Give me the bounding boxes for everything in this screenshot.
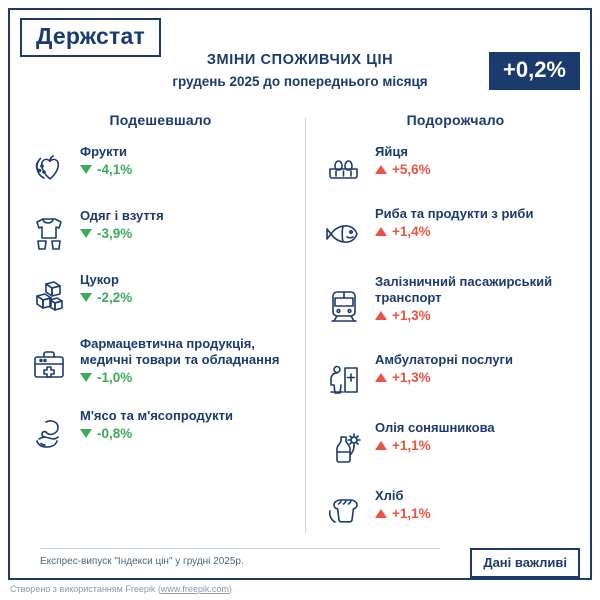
list-item-text — [375, 486, 431, 520]
increased-item-list — [313, 142, 598, 534]
value-row — [80, 371, 303, 385]
footer-note: Експрес-випуск "Індекси цін" у грудні 2025р. — [40, 556, 244, 567]
arrow-up-icon — [375, 311, 387, 320]
list-item-text — [375, 272, 598, 322]
header-title-block — [150, 52, 450, 89]
list-item — [313, 142, 598, 194]
sugar-icon — [18, 270, 80, 324]
arrow-up-icon — [375, 441, 387, 450]
value-row — [80, 163, 132, 177]
train-icon — [313, 272, 375, 340]
item-value: -3,9% — [97, 225, 133, 241]
item-label: Амбулаторні послуги — [375, 352, 513, 367]
item-value: +1,3% — [392, 307, 431, 323]
list-item — [313, 486, 598, 534]
list-item-text — [375, 142, 431, 176]
decreased-item-list — [18, 142, 303, 460]
column-increased-title: Подорожчало — [406, 112, 505, 128]
clinic-icon — [313, 350, 375, 408]
list-item — [313, 272, 598, 340]
list-item-text — [80, 406, 233, 440]
bread-icon — [313, 486, 375, 534]
item-value: -1,0% — [97, 369, 133, 385]
item-label: Яйця — [375, 144, 408, 159]
arrow-down-icon — [80, 373, 92, 382]
arrow-up-icon — [375, 509, 387, 518]
value-row — [375, 371, 513, 385]
data-matters-badge: Дані важливі — [470, 548, 580, 578]
list-item — [18, 334, 303, 396]
item-value: -0,8% — [97, 425, 133, 441]
pharmacy-icon — [18, 334, 80, 396]
credit-line — [10, 584, 232, 594]
list-item-text — [375, 350, 513, 384]
footer-divider — [40, 548, 440, 549]
list-item — [18, 142, 303, 196]
value-row — [80, 291, 132, 305]
list-item-text — [80, 142, 132, 176]
arrow-down-icon — [80, 229, 92, 238]
arrow-up-icon — [375, 227, 387, 236]
page-title: ЗМІНИ СПОЖИВЧИХ ЦІН — [206, 52, 394, 68]
arrow-up-icon — [375, 373, 387, 382]
item-label: Фрукти — [80, 144, 127, 159]
list-item-text — [375, 418, 495, 452]
fish-icon — [313, 204, 375, 262]
list-item — [18, 206, 303, 260]
list-item — [313, 350, 598, 408]
item-value: +5,6% — [392, 161, 431, 177]
column-decreased-title: Подешевшало — [109, 112, 212, 128]
arrow-up-icon — [375, 165, 387, 174]
item-label: Одяг і взуття — [80, 208, 164, 223]
item-value: +1,3% — [392, 369, 431, 385]
page-subtitle: грудень 2025 до попереднього місяця — [172, 74, 428, 89]
value-row — [375, 309, 598, 323]
clothing-icon — [18, 206, 80, 260]
list-item — [313, 418, 598, 476]
item-value: -4,1% — [97, 161, 133, 177]
value-row — [80, 427, 233, 441]
value-row — [375, 507, 431, 521]
value-row — [375, 439, 495, 453]
item-value: +1,1% — [392, 437, 431, 453]
sunflower-oil-icon — [313, 418, 375, 476]
value-row — [375, 163, 431, 177]
arrow-down-icon — [80, 429, 92, 438]
list-item — [313, 204, 598, 262]
item-value: +1,4% — [392, 223, 431, 239]
meat-icon — [18, 406, 80, 460]
derzhstat-logo — [20, 18, 161, 57]
value-row — [375, 225, 533, 239]
arrow-down-icon — [80, 165, 92, 174]
column-divider — [305, 118, 306, 533]
credit-suffix: ) — [228, 584, 232, 594]
list-item — [18, 270, 303, 324]
item-value: -2,2% — [97, 289, 133, 305]
list-item-text — [80, 334, 303, 384]
item-value: +1,1% — [392, 505, 431, 521]
item-label: Хліб — [375, 488, 404, 503]
item-label: Цукор — [80, 272, 119, 287]
list-item-text — [375, 204, 533, 238]
column-increased — [313, 112, 598, 544]
item-label: М'ясо та м'ясопродукти — [80, 408, 234, 423]
eggs-icon — [313, 142, 375, 194]
columns-container — [10, 112, 590, 542]
column-decreased — [18, 112, 303, 470]
logo-text: Держстат — [36, 23, 145, 49]
headline-value-badge: +0,2% — [489, 52, 580, 90]
list-item-text — [80, 270, 132, 304]
arrow-down-icon — [80, 293, 92, 302]
item-label: Залізничний пасажирський транспорт — [375, 274, 553, 305]
list-item — [18, 406, 303, 460]
freepik-link[interactable]: www.freepik.com — [160, 584, 229, 594]
fruits-icon — [18, 142, 80, 196]
value-row — [80, 227, 164, 241]
list-item-text — [80, 206, 164, 240]
credit-prefix: Створено з використанням Freepik ( — [10, 584, 161, 594]
item-label: Олія соняшникова — [375, 420, 495, 435]
item-label: Риба та продукти з риби — [375, 206, 534, 221]
item-label: Фармацевтична продукція, медичні товари та обладнання — [80, 336, 280, 367]
